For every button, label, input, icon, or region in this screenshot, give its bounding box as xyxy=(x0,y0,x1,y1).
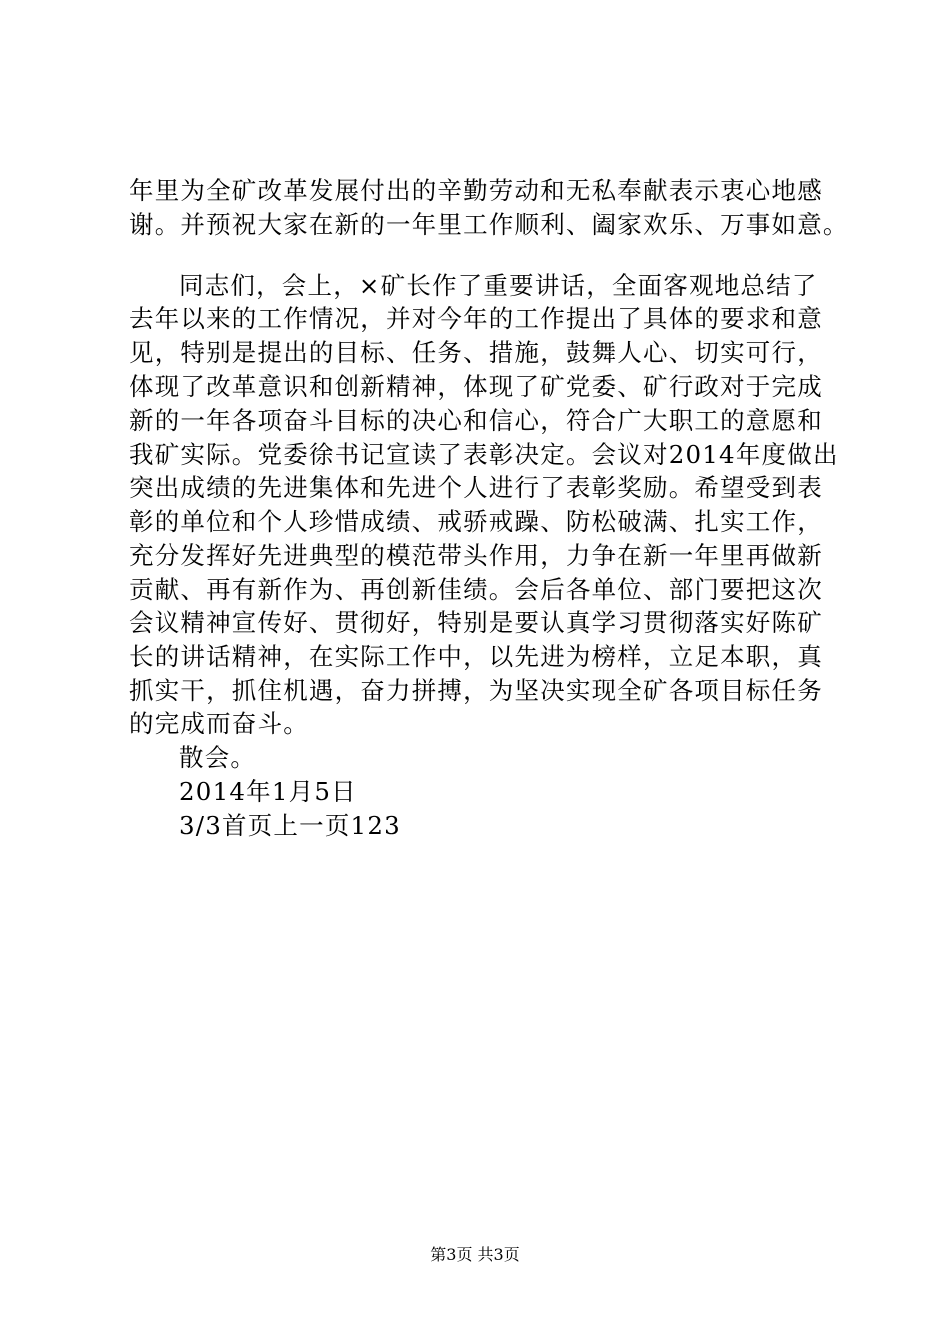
pagination-text: 3/3首页上一页123 xyxy=(179,811,401,840)
paragraph-line: 抓实干，抓住机遇，奋力拼搏，为坚决实现全矿各项目标任务 xyxy=(129,676,823,705)
paragraph-line: 同志们，会上，×矿长作了重要讲话，全面客观地总结了 xyxy=(179,271,818,300)
paragraph-line: 充分发挥好先进典型的模范带头作用，力争在新一年里再做新 xyxy=(129,541,823,570)
paragraph-line: 谢。并预祝大家在新的一年里工作顺利、阖家欢乐、万事如意。 xyxy=(129,210,849,239)
paragraph-line: 体现了改革意识和创新精神，体现了矿党委、矿行政对于完成 xyxy=(129,372,823,401)
paragraph-line: 长的讲话精神，在实际工作中，以先进为榜样，立足本职，真 xyxy=(129,642,823,671)
paragraph-line: 新的一年各项奋斗目标的决心和信心，符合广大职工的意愿和 xyxy=(129,406,823,435)
closing-text: 散会。 xyxy=(179,743,257,772)
paragraph-line: 会议精神宣传好、贯彻好，特别是要认真学习贯彻落实好陈矿 xyxy=(129,608,823,637)
paragraph-line: 年里为全矿改革发展付出的辛勤劳动和无私奉献表示衷心地感 xyxy=(129,176,823,205)
paragraph-line: 见，特别是提出的目标、任务、措施，鼓舞人心、切实可行， xyxy=(129,338,823,367)
paragraph-line: 我矿实际。党委徐书记宣读了表彰决定。会议对2014年度做出 xyxy=(129,440,839,469)
paragraph-line: 彰的单位和个人珍惜成绩、戒骄戒躁、防松破满、扎实工作， xyxy=(129,507,823,536)
page-footer: 第3页 共3页 xyxy=(430,1245,520,1264)
paragraph-line: 贡献、再有新作为、再创新佳绩。会后各单位、部门要把这次 xyxy=(129,575,823,604)
date-text: 2014年1月5日 xyxy=(179,777,357,806)
paragraph-line: 突出成绩的先进集体和先进个人进行了表彰奖励。希望受到表 xyxy=(129,473,823,502)
paragraph-line: 的完成而奋斗。 xyxy=(129,709,309,738)
paragraph-line: 去年以来的工作情况，并对今年的工作提出了具体的要求和意 xyxy=(129,304,823,333)
